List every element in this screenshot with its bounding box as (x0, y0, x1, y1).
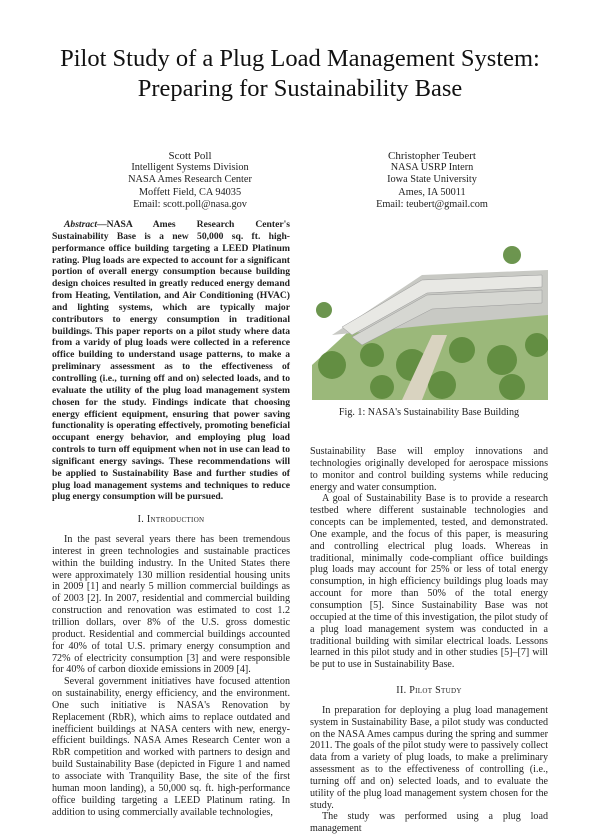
abstract-label: Abstract (64, 219, 98, 230)
author-email: Email: teubert@gmail.com (376, 198, 488, 210)
figure-caption: Fig. 1: NASA's Sustainability Base Building (338, 407, 520, 418)
abstract-text: —NASA Ames Research Center's Sustainability Base is a new 50,000 sq. ft. high-performance office building targeting a LEED Platinum rating. Plug loads are expected to account for a significant portion of overall energy consumption because building design choices resulted in greatly reduced energy demand from Heating, Ventilation, and Air Conditioning (HVAC) and lighting systems, which are typically major contributors to energy consumption in traditional buildings. This paper reports on a pilot study where data from a varidy of plug loads were collected in a reference office building to understand usage patterns, to make a preliminary assessment as to the effectiveness of controlling (i.e., turning off and on) selected loads, and to evaluate the utility of the plug load management system chosen for the study. Findings indicate that choosing energy efficient equipment, ensuring that power saving functionality is operating effectively, promoting beneficial occupant energy behavior, and employing plug load controls to turn off equipment when not in use can lead to significant energy savings. These recommendations will be applied to Sustainability Base and further studies of plug load management systems and techniques to reduce plug energy consumption will be pursued. (52, 219, 290, 503)
left-column (52, 219, 290, 818)
section-heading-pilot-study: II. Pilot Study (396, 685, 462, 697)
paragraph: In the past several years there has been tremendous interest in green technologies and sustainable practices within the building industry. In the United States there were approximately 130 million residential housing units in 2009 [1] and nearly 5 million commercial buildings as of 2003 [2]. In 2007, residential and commercial building construction and renovation was estimated to cost 1.2 trillion dollars, over 8% of the U.S. gross domestic product. Residential and commercial buildings accounted for 40% of total U.S. primary energy consumption and 72% of electricity consumption [3] and were responsible for 40% of carbon dioxide emissions in 2009 [4]. (52, 534, 290, 676)
paragraph: A goal of Sustainability Base is to provide a research testbed where different sustainable technologies and concepts can be implemented, tested, and demonstrated. One example, and the focus of this paper, is measuring and controlling electrical plug loads. Whereas in traditional, minimally code-compliant office buildings plug loads may account for 25% or less of total energy consumption, in high efficiency buildings plug loads may account for more than 50% of the total energy consumption [5]. Since Sustainability Base was not occupied at the time of this investigation, the pilot study of a plug load management system was conducted in a traditional building with similar electrical loads. Lessons learned in this pilot study and in other studies [5]–[7] will be put to use in Sustainability Base. (310, 493, 549, 671)
abstract (52, 219, 290, 503)
title-line-1: Pilot Study of a Plug Load Management System: (60, 45, 540, 72)
author-affiliation: Intelligent Systems Division (131, 162, 249, 174)
author-name: Scott Poll (168, 150, 212, 162)
title-line-2: Preparing for Sustainability Base (137, 75, 463, 102)
author-affiliation: NASA USRP Intern (390, 162, 474, 174)
author-email: Email: scott.poll@nasa.gov (133, 198, 247, 210)
sustainability-base-building-figure (312, 215, 548, 400)
author-address: Ames, IA 50011 (398, 186, 466, 198)
author-block-1 (80, 150, 300, 211)
paper-title (0, 44, 600, 104)
paragraph: Sustainability Base will employ innovations and technologies originally developed for aerospace missions to monitor and control building systems while reducing energy and water consumption. (310, 446, 548, 493)
paragraph: The study was performed using a plug load management (310, 811, 548, 835)
right-column (310, 446, 548, 835)
author-affiliation: NASA Ames Research Center (128, 174, 252, 186)
author-affiliation: Iowa State University (387, 174, 477, 186)
author-address: Moffett Field, CA 94035 (138, 186, 242, 198)
section-heading-introduction: I. Introduction (137, 514, 205, 526)
paragraph: In preparation for deploying a plug load management system in Sustainability Base, a pilot study was conducted on the NASA Ames campus during the spring and summer 2011. The goals of the pilot study were to passively collect data from a variety of plug loads, to make a preliminary assessment as to the effectiveness of controlling (i.e., turning off and on) selected loads, and to evaluate the utility of the plug load management system chosen for the study. (310, 704, 548, 811)
author-name: Christopher Teubert (388, 150, 476, 162)
author-block-2 (322, 150, 542, 211)
paragraph: Several government initiatives have focused attention on sustainability, energy efficiency, and the environment. One such initiative is NASA's Renovation by Replacement (RbR), which aims to replace outdated and inefficient buildings at NASA centers with new, energy-efficient buildings. NASA Ames Research Center won a RbR competition and worked with partners to design and build Sustainability Base (depicted in Figure 1 and named to associate with Tranquility Base, the site of the first human moon landing), a 50,000 sq. ft. high-performance office building targeting a LEED Platinum rating. In addition to using commercially available technologies, (52, 676, 290, 818)
